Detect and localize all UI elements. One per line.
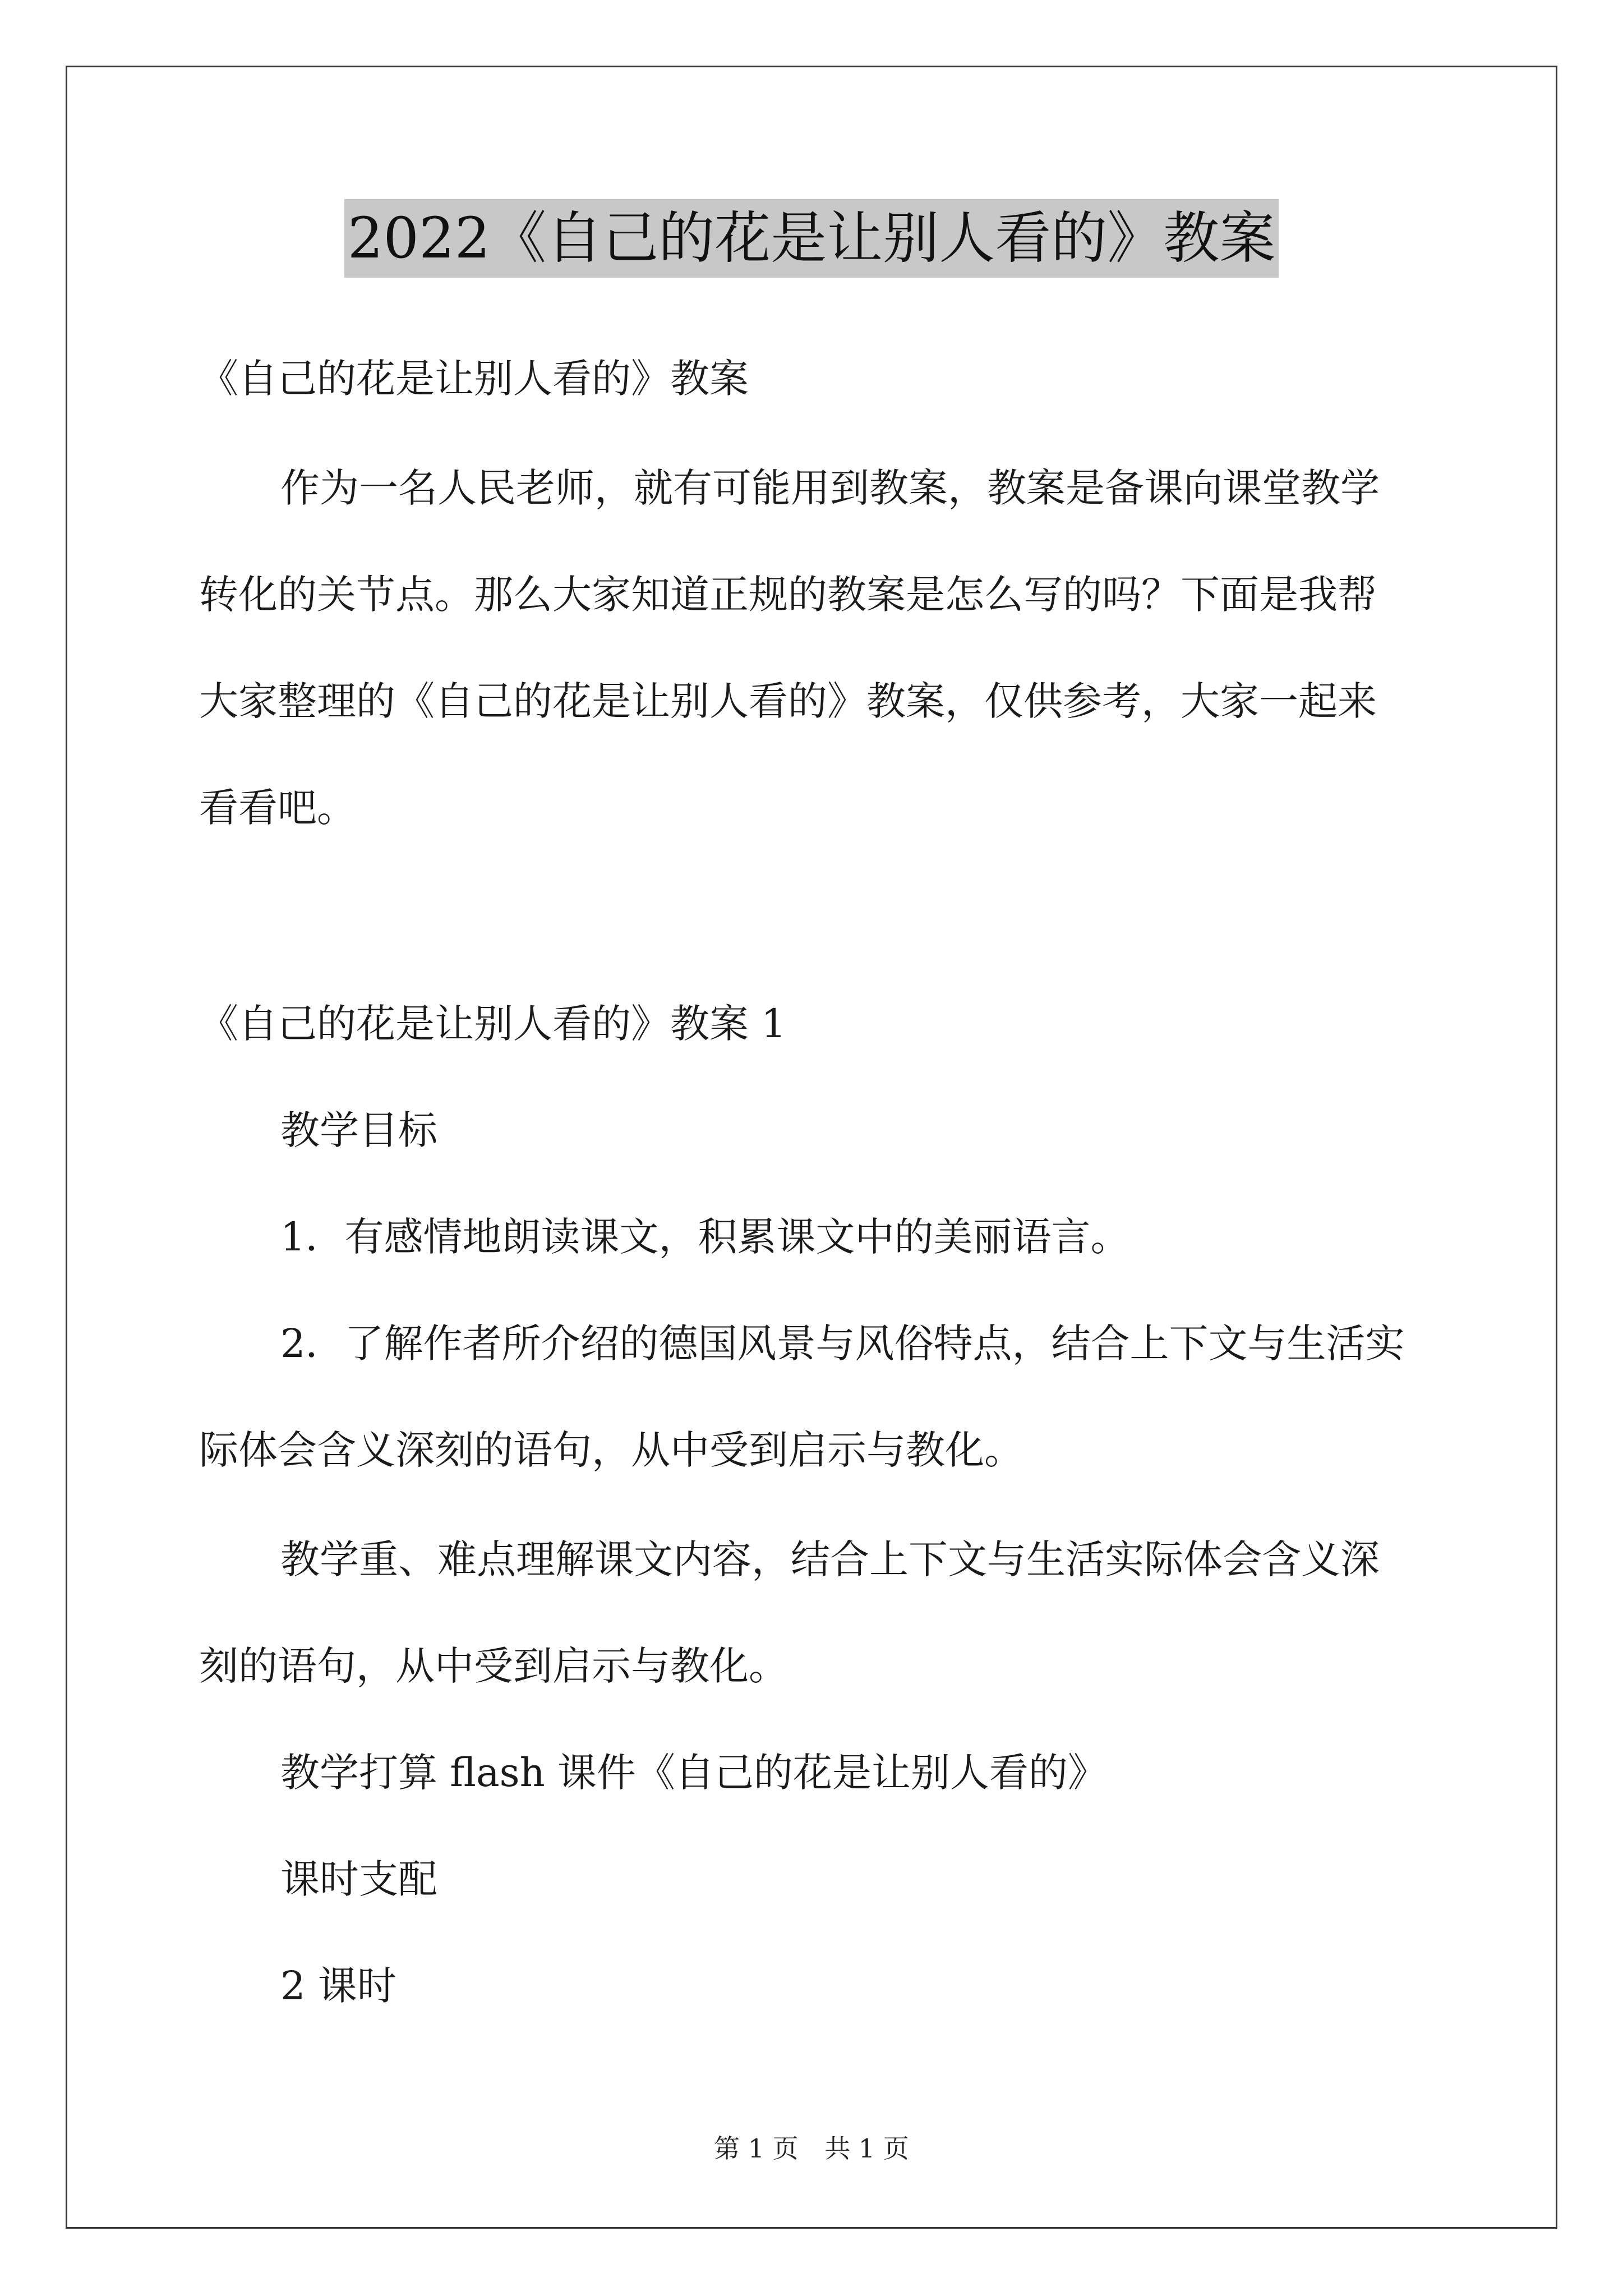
schedule-heading: 课时支配 <box>280 1856 437 1902</box>
page-current: 第 1 页 <box>714 2133 799 2164</box>
document-title: 2022《自己的花是让别人看的》教案 <box>344 199 1279 278</box>
document-subtitle: 《自己的花是让别人看的》教案 <box>199 356 749 402</box>
page-footer <box>0 2132 1623 2165</box>
intro-line-3: 大家整理的《自己的花是让别人看的》教案，仅供参考，大家一起来 <box>199 678 1377 724</box>
page-total: 共 1 页 <box>824 2133 909 2164</box>
section-heading: 《自己的花是让别人看的》教案 1 <box>199 1001 786 1047</box>
intro-line-4: 看看吧。 <box>199 785 356 831</box>
key-points-line-1: 教学重、难点理解课文内容，结合上下文与生活实际体会含义深 <box>280 1536 1380 1582</box>
schedule-value: 2 课时 <box>280 1963 396 2009</box>
intro-line-1: 作为一名人民老师，就有可能用到教案，教案是备课向课堂教学 <box>280 465 1380 511</box>
goal-2-line-2: 际体会含义深刻的语句，从中受到启示与教化。 <box>199 1427 1023 1473</box>
key-points-line-2: 刻的语句，从中受到启示与教化。 <box>199 1643 788 1689</box>
goal-2-line-1: 2．了解作者所介绍的德国风景与风俗特点，结合上下文与生活实 <box>280 1320 1405 1366</box>
preparation: 教学打算 flash 课件《自己的花是让别人看的》 <box>280 1750 1107 1796</box>
title-wrap <box>0 199 1623 278</box>
intro-line-2: 转化的关节点。那么大家知道正规的教案是怎么写的吗？下面是我帮 <box>199 572 1377 618</box>
goals-heading: 教学目标 <box>280 1107 437 1153</box>
goal-1: 1．有感情地朗读课文，积累课文中的美丽语言。 <box>280 1214 1130 1260</box>
